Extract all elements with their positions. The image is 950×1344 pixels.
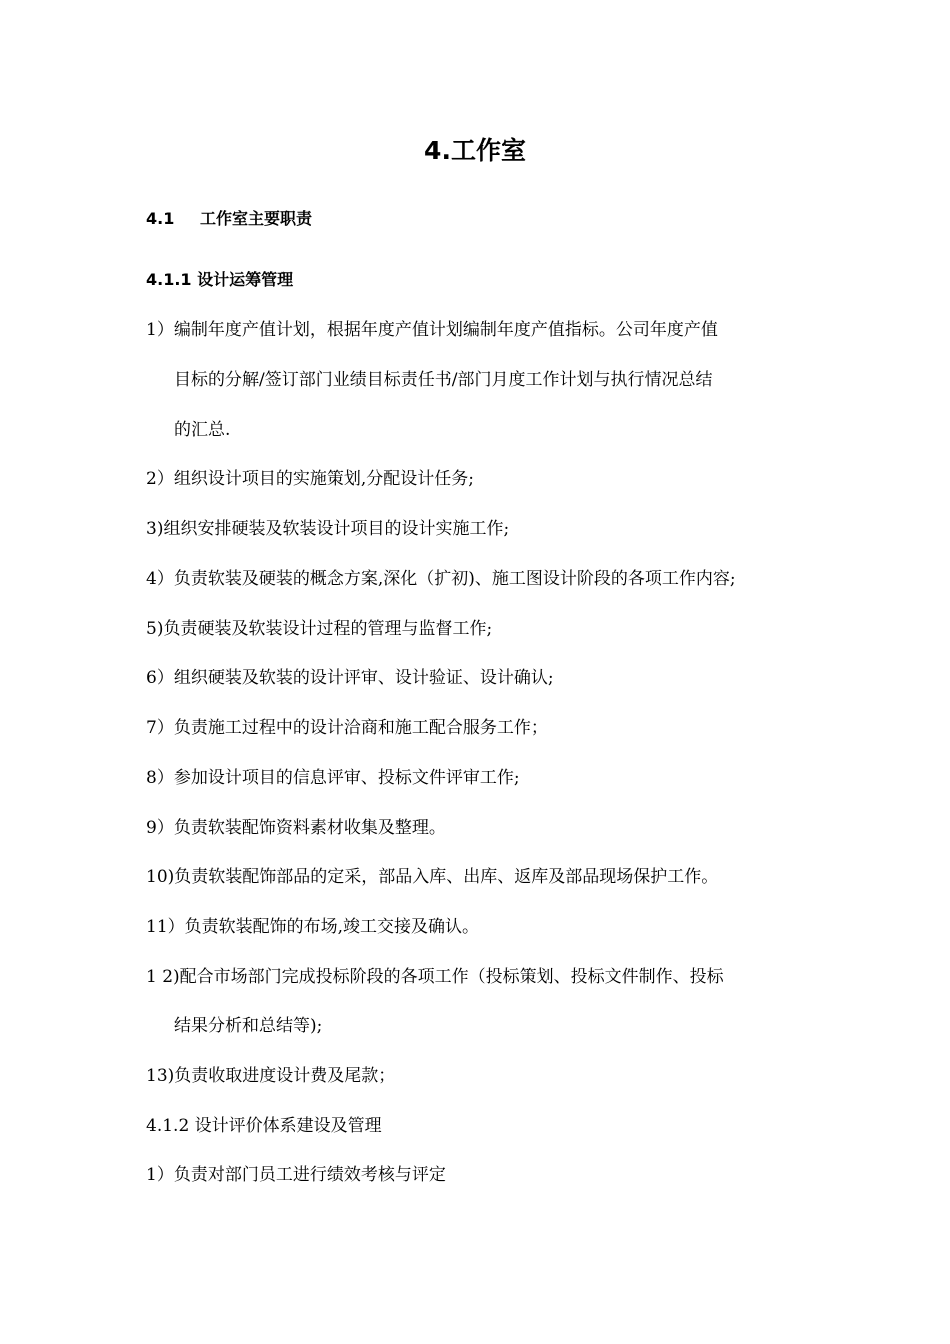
subsection-heading-4-1-2: 4.1.2 设计评价体系建设及管理 bbox=[146, 1116, 382, 1136]
section-heading-4-1 bbox=[146, 207, 312, 231]
list-item: 1）负责对部门员工进行绩效考核与评定 bbox=[146, 1165, 446, 1185]
list-item: 8）参加设计项目的信息评审、投标文件评审工作; bbox=[146, 768, 520, 788]
list-item-line: 目标的分解/签订部门业绩目标责任书/部门月度工作计划与执行情况总结 bbox=[174, 370, 713, 390]
list-item: 7）负责施工过程中的设计洽商和施工配合服务工作； bbox=[146, 718, 548, 738]
list-item-line: 的汇总. bbox=[174, 420, 231, 440]
list-item-line: 1）编制年度产值计划，根据年度产值计划编制年度产值指标。公司年度产值 bbox=[146, 320, 718, 340]
list-item: 3)组织安排硬装及软装设计项目的设计实施工作; bbox=[146, 519, 510, 539]
list-item: 9）负责软装配饰资料素材收集及整理。 bbox=[146, 818, 446, 838]
list-item: 13)负责收取进度设计费及尾款； bbox=[146, 1066, 396, 1086]
list-item-line: 结果分析和总结等); bbox=[174, 1016, 323, 1036]
list-item: 6）组织硬装及软装的设计评审、设计验证、设计确认; bbox=[146, 668, 554, 688]
list-item: 11）负责软装配饰的布场,竣工交接及确认。 bbox=[146, 917, 480, 937]
subsection-heading-4-1-1: 4.1.1 设计运筹管理 bbox=[146, 270, 294, 289]
page-title: 4.工作室 bbox=[424, 136, 526, 165]
list-item-line: 1 2)配合市场部门完成投标阶段的各项工作（投标策划、投标文件制作、投标 bbox=[146, 967, 724, 987]
section-title: 工作室主要职责 bbox=[200, 209, 313, 228]
list-item: 10)负责软装配饰部品的定采，部品入库、出库、返库及部品现场保护工作。 bbox=[146, 867, 719, 887]
section-number: 4.1 bbox=[146, 209, 175, 228]
list-item: 5)负责硬装及软装设计过程的管理与监督工作; bbox=[146, 619, 493, 639]
list-item: 4）负责软装及硬装的概念方案,深化（扩初)、施工图设计阶段的各项工作内容; bbox=[146, 569, 736, 589]
list-item: 2）组织设计项目的实施策划,分配设计任务; bbox=[146, 469, 474, 489]
